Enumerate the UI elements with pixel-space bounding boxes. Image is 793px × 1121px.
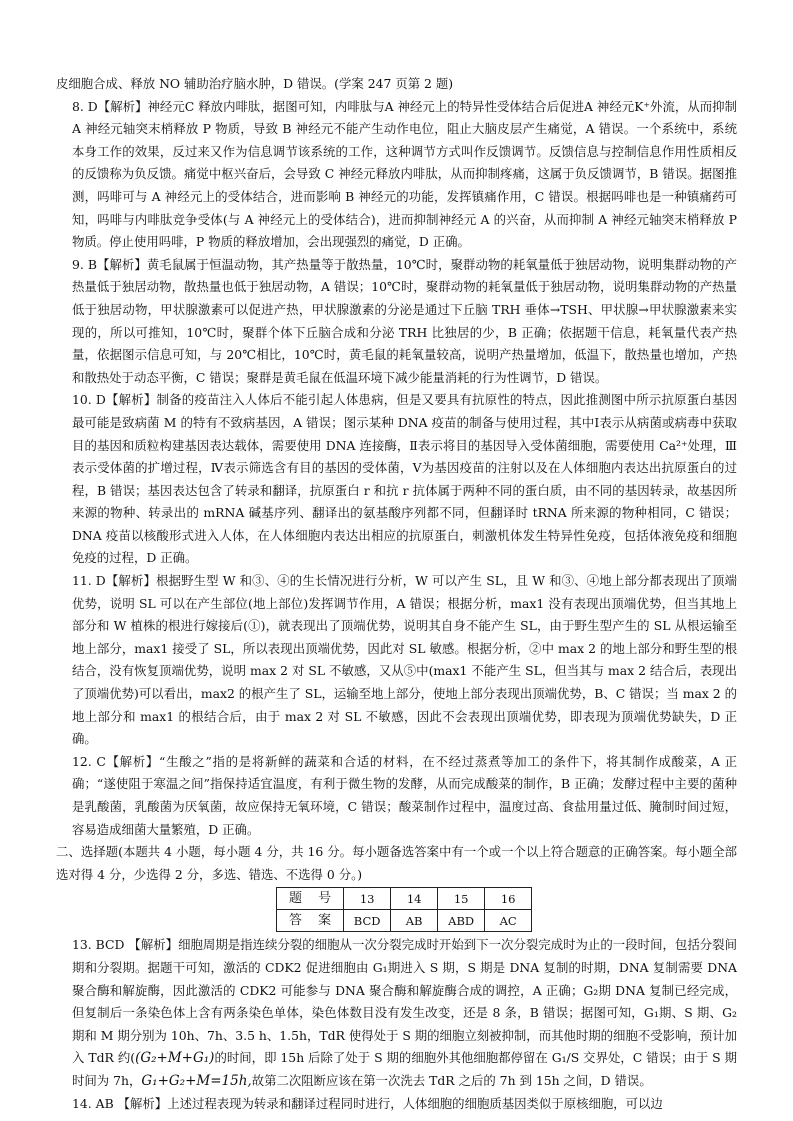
answer-table-cell: AC [485, 910, 532, 932]
answer-table-cell: BCD [344, 910, 391, 932]
math-expression-sum-15h: G₁+G₂+M=15h, [141, 1072, 252, 1089]
answer-table-label-number: 题 号 [277, 888, 344, 910]
answer-q13-part1: 13. BCD 【解析】细胞周期是指连续分裂的细胞从一次分裂完成时开始到下一次分裂完成时为止的一段时间，包括分裂间期和分裂期。据题干可知，激活的 CDK2 促进细胞由 G₁期进入 S 期，S 期是 DNA 复制的时期，DNA 复制需要 DNA 聚合酶和解旋酶，因此激活的 CDK2 可能参与 DNA 聚合酶和解旋酶合成的调控，A 正确；G₂期 DNA 复制已经完成，但复制后一条染色体上含有两条染色单体，染色体数目没有发生改变，还是 8 条，B 错误；据图可知，G₁期、S 期、G₂期和 M 期分别为 10h、7h、3.5 h、1.5h，TdR 使得处于 S 期的细胞立刻被抑制，而其他时期的细胞不受影响，预计加入 TdR 约( [72, 937, 737, 1066]
answer-q14: 14. AB 【解析】上述过程表现为转录和翻译过程同时进行，人体细胞的细胞质基因类似于原核细胞，可以边 [72, 1095, 663, 1111]
answer-table-label-answer: 答 案 [277, 910, 344, 932]
answer-table-row-answers [277, 910, 532, 932]
answer-table-cell: 15 [438, 888, 485, 910]
section-two-heading: 二、选择题(本题共 4 小题，每小题 4 分，共 16 分。每小题备选答案中有一个或一个以上符合题意的正确答案。每小题全部选对得 4 分，少选得 2 分，多选、错选、不选得 0 分。) [56, 844, 737, 882]
intro-line: 皮细胞合成、释放 NO 辅助治疗脑水肿，D 错误。(学案 247 页第 2 题) [56, 76, 454, 91]
answer-table [276, 887, 532, 932]
answer-q9: 9. B【解析】黄毛鼠属于恒温动物，其产热量等于散热量，10℃时，聚群动物的耗氧量低于独居动物，说明集群动物的产热量低于独居动物，散热量也低于独居动物，A 错误；10℃时，聚群动物的耗氧量低于独居动物，说明集群动物的产热量低于独居动物，甲状腺激素可以促进产热，甲状腺激素的分泌是通过下丘脑 TRH 垂体→TSH、甲状腺→甲状腺激素来实现的，所以可推知，10℃时，聚群个体下丘脑合成和分泌 TRH 比独居的少，B 正确；依据题干信息，耗氧量代表产热量，依据图示信息可知，与 20℃相比，10℃时，黄毛鼠的耗氧量较高，说明产热量增加，低温下，散热量也增加，产热和散热处于动态平衡，C 错误；聚群是黄毛鼠在低温环境下减少能量消耗的行为性调节，D 错误。 [72, 256, 737, 385]
answer-q10: 10. D【解析】制备的疫苗注入人体后不能引起人体患病，但是又要具有抗原性的特点，因此推测图中所示抗原蛋白基因最可能是致病菌 M 的特有不致病基因，A 错误；图示某种 DNA 疫苗的制备与使用过程，其中Ⅰ表示从病菌或病毒中获取目的基因和质粒构建基因表达载体，需要使用 DNA 连接酶，Ⅱ表示将目的基因导入受体菌细胞，需要使用 Ca²⁺处理，Ⅲ表示受体菌的扩增过程，Ⅳ表示筛选含有目的基因的受体菌，Ⅴ为基因疫苗的注射以及在人体细胞内表达出抗原蛋白的过程，B 错误；基因表达包含了转录和翻译，抗原蛋白 r 和抗 r 抗体属于两种不同的蛋白质，由不同的基因转录，故基因所来源的物种、转录出的 mRNA 碱基序列、翻译出的氨基酸序列都不同，但翻译时 tRNA 所来源的物种相同，C 错误；DNA 疫苗以核酸形式进入人体，在人体细胞内表达出相应的抗原蛋白，刺激机体发生特异性免疫，包括体液免疫和细胞免疫的过程，D 正确。 [72, 392, 737, 566]
answer-table-row-numbers [277, 888, 532, 910]
answer-table-cell: 14 [391, 888, 438, 910]
answer-q11: 11. D【解析】根据野生型 W 和③、④的生长情况进行分析，W 可以产生 SL，且 W 和③、④地上部分都表现出了顶端优势，说明 SL 可以在产生部位(地上部位)发挥调节作用，A 错误；根据分析，max1 没有表现出顶端优势，但当其地上部分和 W 植株的根进行嫁接后(①)，就表现出了顶端优势，说明其自身不能产生 SL，由于野生型产生的 SL 从根运输至地上部分，max1 接受了 SL，所以表现出顶端优势，因此对 SL 敏感。根据分析，②中 max 2 的地上部分和野生型的根结合，没有恢复顶端优势，说明 max 2 对 SL 不敏感，又从⑤中(max1 不能产生 SL，但当其与 max 2 结合后，表现出了顶端优势)可以看出，max2 的根产生了 SL，运输至地上部分，使地上部分表现出顶端优势，B、C 错误；当 max 2 的地上部分和 max1 的根结合后，由于 max 2 对 SL 不敏感，因此不会表现出顶端优势，即表现为顶端优势缺失，D 正确。 [72, 573, 737, 747]
answer-q13-part3: 故第二次阻断应该在第一次洗去 TdR 之后的 7h 到 15h 之间，D 错误。 [251, 1072, 652, 1088]
math-expression-g2-m-g1: (G₂+M+G₁) [135, 1050, 215, 1067]
answer-q12: 12. C【解析】“生酸之”指的是将新鲜的蔬菜和合适的材料，在不经过蒸煮等加工的条件下，将其制作成酸菜，A 正确；“遂使阻于寒温之间”指保持适宜温度，有利于微生物的发酵，从而完成酸菜的制作，B 正确；发酵过程中主要的菌种是乳酸菌，乳酸菌为厌氧菌，故应保持无氧环境，C 错误；酸菜制作过程中，温度过高、食盐用量过低、腌制时间过短，容易造成细菌大量繁殖，D 正确。 [72, 753, 737, 837]
answer-q13-part2: 的时间，即 15h 后除了处于 S 期的细胞外其他细胞都停留在 G₁/S 交界处，C 错误；由于 S 期时间为 7h， [72, 1050, 737, 1088]
answer-table-cell: 13 [344, 888, 391, 910]
answer-q8: 8. D【解析】神经元C 释放内啡肽，据图可知，内啡肽与A 神经元上的特异性受体结合后促进A 神经元K⁺外流，从而抑制 A 神经元轴突末梢释放 P 物质，导致 B 神经元不能产生动作电位，阻止大脑皮层产生痛觉，A 错误。一个系统中，系统本身工作的效果，反过来又作为信息调节该系统的工作，这种调节方式叫作反馈调节。反馈信息与控制信息作用性质相反的反馈称为负反馈。痛觉中枢兴奋后，会导致 C 神经元释放内啡肽，从而抑制疼痛，这属于负反馈调节，B 错误。据图推测，吗啡可与 A 神经元上的受体结合，进而影响 B 神经元的功能，发挥镇痛作用，C 错误。根据吗啡也是一种镇痛药可知，吗啡与内啡肽竞争受体(与 A 神经元上的受体结合)，进而抑制神经元 A 的兴奋，从而抑制 A 神经元轴突末梢释放 P 物质。停止使用吗啡，P 物质的释放增加，会出现强烈的痛觉，D 正确。 [72, 98, 737, 250]
answer-table-cell: AB [391, 910, 438, 932]
answer-table-cell: ABD [438, 910, 485, 932]
answer-table-cell: 16 [485, 888, 532, 910]
answer-q13 [56, 934, 737, 1092]
